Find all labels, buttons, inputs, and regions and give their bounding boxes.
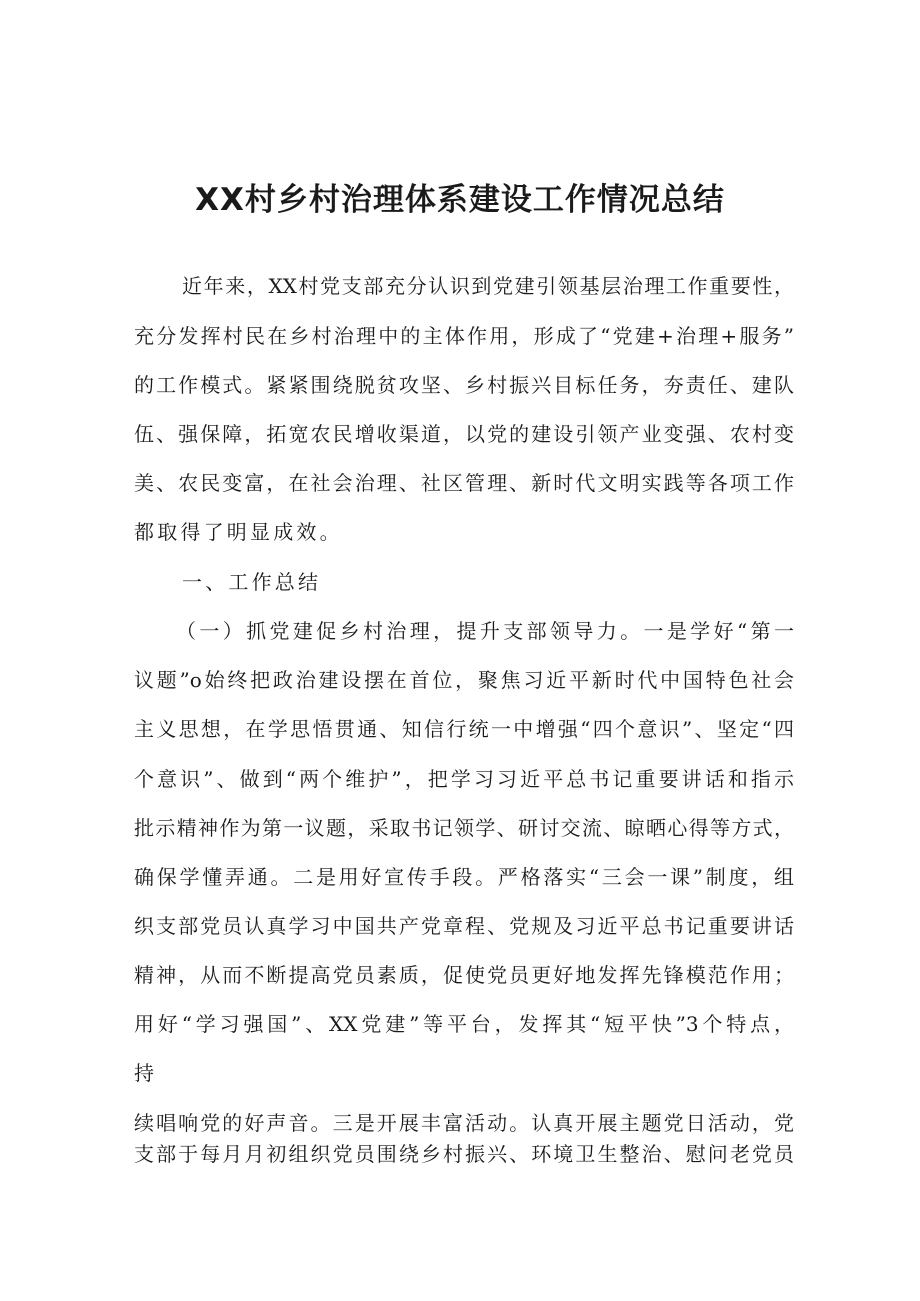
paragraph-line: 议题”o始终把政治建设摆在首位，聚焦习近平新时代中国特色社会 <box>134 668 794 692</box>
paragraph-line: 美、农民变富，在社会治理、社区管理、新时代文明实践等各项工作 <box>134 471 794 495</box>
paragraph-line: 都取得了明显成效。 <box>134 520 343 544</box>
paragraph-line: （一）抓党建促乡村治理，提升支部领导力。一是学好“第一 <box>176 619 794 643</box>
paragraph-line: 的工作模式。紧紧围绕脱贫攻坚、乡村振兴目标任务，夯责任、建队 <box>134 373 794 397</box>
paragraph-line: 支部于每月月初组织党员围绕乡村振兴、环境卫生整治、慰问老党员 <box>134 1142 794 1166</box>
section-heading: 一、工作总结 <box>182 570 322 594</box>
paragraph-line: 持 <box>134 1061 158 1085</box>
paragraph-line: 用好“学习强国”、XX党建”等平台，发挥其“短平快”3个特点， <box>134 1012 794 1036</box>
paragraph-line: 织支部党员认真学习中国共产党章程、党规及习近平总书记重要讲话 <box>134 914 794 938</box>
paragraph-line: 个意识”、做到“两个维护”，把学习习近平总书记重要讲话和指示 <box>134 767 794 791</box>
paragraph-line: 批示精神作为第一议题，采取书记领学、研讨交流、晾晒心得等方式， <box>134 816 794 840</box>
paragraph-line: 续唱响党的好声音。三是开展丰富活动。认真开展主题党日活动，党 <box>134 1111 794 1135</box>
paragraph-line: 伍、强保障，拓宽农民增收渠道，以党的建设引领产业变强、农村变 <box>134 422 794 446</box>
paragraph-line: 充分发挥村民在乡村治理中的主体作用，形成了“党建+治理+服务” <box>134 324 794 348</box>
paragraph-line: 主义思想，在学思悟贯通、知信行统一中增强“四个意识”、坚定“四 <box>134 717 794 741</box>
paragraph-line: 精神，从而不断提高党员素质，促使党员更好地发挥先锋模范作用； <box>134 963 794 987</box>
paragraph-line: 近年来，XX村党支部充分认识到党建引领基层治理工作重要性， <box>182 274 794 298</box>
paragraph-line: 确保学懂弄通。二是用好宣传手段。严格落实“三会一课”制度，组 <box>134 865 794 889</box>
document-title: XX村乡村治理体系建设工作情况总结 <box>195 182 725 218</box>
